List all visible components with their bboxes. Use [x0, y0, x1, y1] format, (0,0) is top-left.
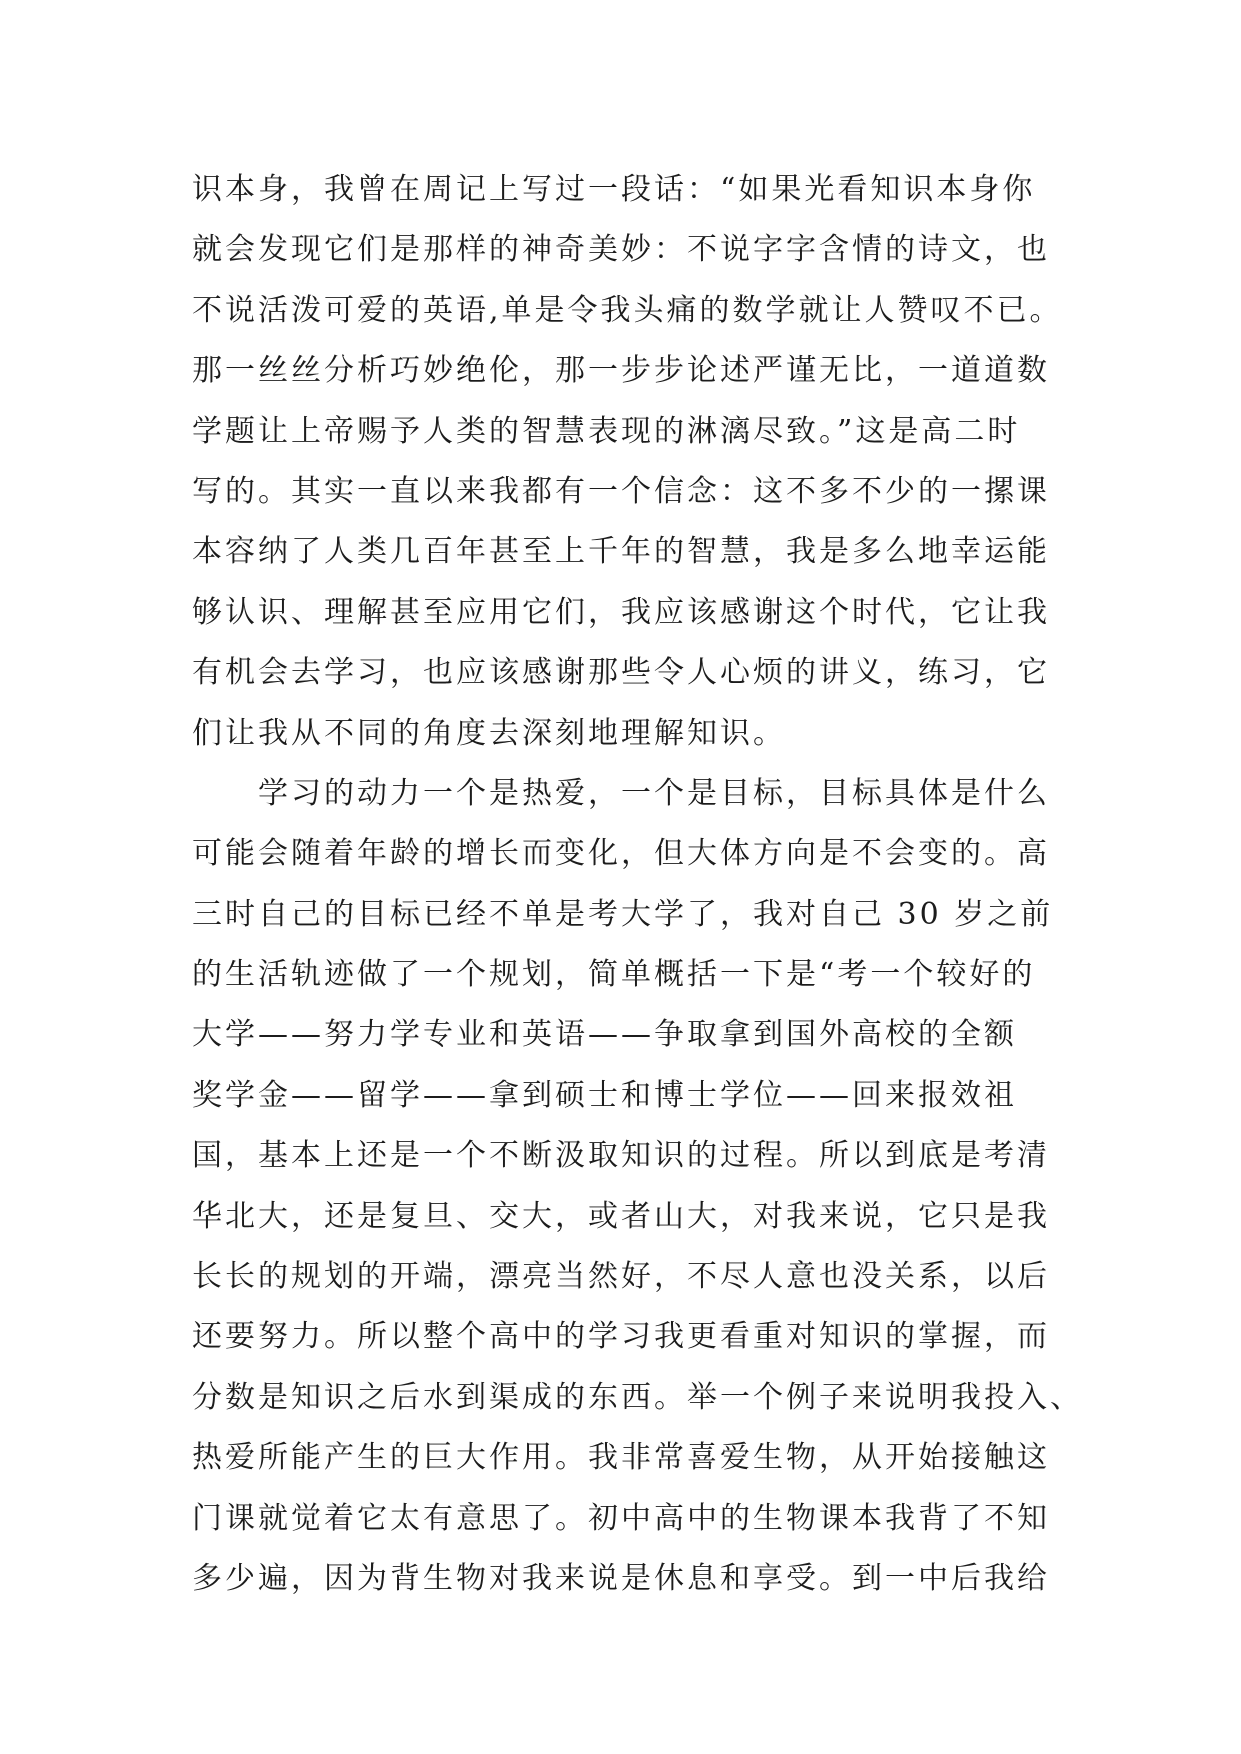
text-line: 不说活泼可爱的英语,单是令我头痛的数学就让人赞叹不已。	[192, 292, 1063, 328]
text-line: 大学——努力学专业和英语——争取拿到国外高校的全额	[192, 1017, 1017, 1053]
text-line: 门课就觉着它太有意思了。初中高中的生物课本我背了不知	[192, 1500, 1050, 1536]
text-line: 识本身，我曾在周记上写过一段话：“如果光看知识本身你	[192, 172, 1036, 207]
text-line: 的生活轨迹做了一个规划，简单概括一下是“考一个较好的	[192, 957, 1036, 993]
paragraph-first-line: 学习的动力一个是热爱，一个是目标，目标具体是什么	[258, 775, 1050, 811]
text-line: 那一丝丝分析巧妙绝伦，那一步步论述严谨无比，一道道数	[192, 353, 1050, 389]
body-text	[192, 160, 1112, 1609]
text-line: 可能会随着年龄的增长而变化，但大体方向是不会变的。高	[192, 836, 1050, 872]
text-line: 热爱所能产生的巨大作用。我非常喜爱生物，从开始接触这	[192, 1440, 1050, 1476]
text-line: 国，基本上还是一个不断汲取知识的过程。所以到底是考清	[192, 1138, 1050, 1174]
text-line: 学题让上帝赐予人类的智慧表现的淋漓尽致。”这是高二时	[192, 413, 1021, 449]
text-line: 有机会去学习，也应该感谢那些令人心烦的讲义，练习，它	[192, 655, 1050, 691]
text-line: 分数是知识之后水到渠成的东西。举一个例子来说明我投入、	[192, 1379, 1083, 1415]
text-line: 写的。其实一直以来我都有一个信念：这不多不少的一摞课	[192, 473, 1050, 509]
text-line: 够认识、理解甚至应用它们，我应该感谢这个时代，它让我	[192, 594, 1050, 630]
text-line: 就会发现它们是那样的神奇美妙：不说字字含情的诗文，也	[192, 232, 1050, 268]
text-line: 们让我从不同的角度去深刻地理解知识。	[192, 715, 786, 751]
text-line: 奖学金——留学——拿到硕士和博士学位——回来报效祖	[192, 1077, 1017, 1113]
text-line: 还要努力。所以整个高中的学习我更看重对知识的掌握，而	[192, 1319, 1050, 1355]
text-line: 长长的规划的开端，漂亮当然好，不尽人意也没关系，以后	[192, 1259, 1050, 1295]
text-line: 多少遍，因为背生物对我来说是休息和享受。到一中后我给	[192, 1560, 1050, 1596]
text-line: 本容纳了人类几百年甚至上千年的智慧，我是多么地幸运能	[192, 534, 1050, 570]
text-line: 华北大，还是复旦、交大，或者山大，对我来说，它只是我	[192, 1198, 1050, 1234]
text-line: 三时自己的目标已经不单是考大学了，我对自己 30 岁之前	[192, 896, 1054, 932]
